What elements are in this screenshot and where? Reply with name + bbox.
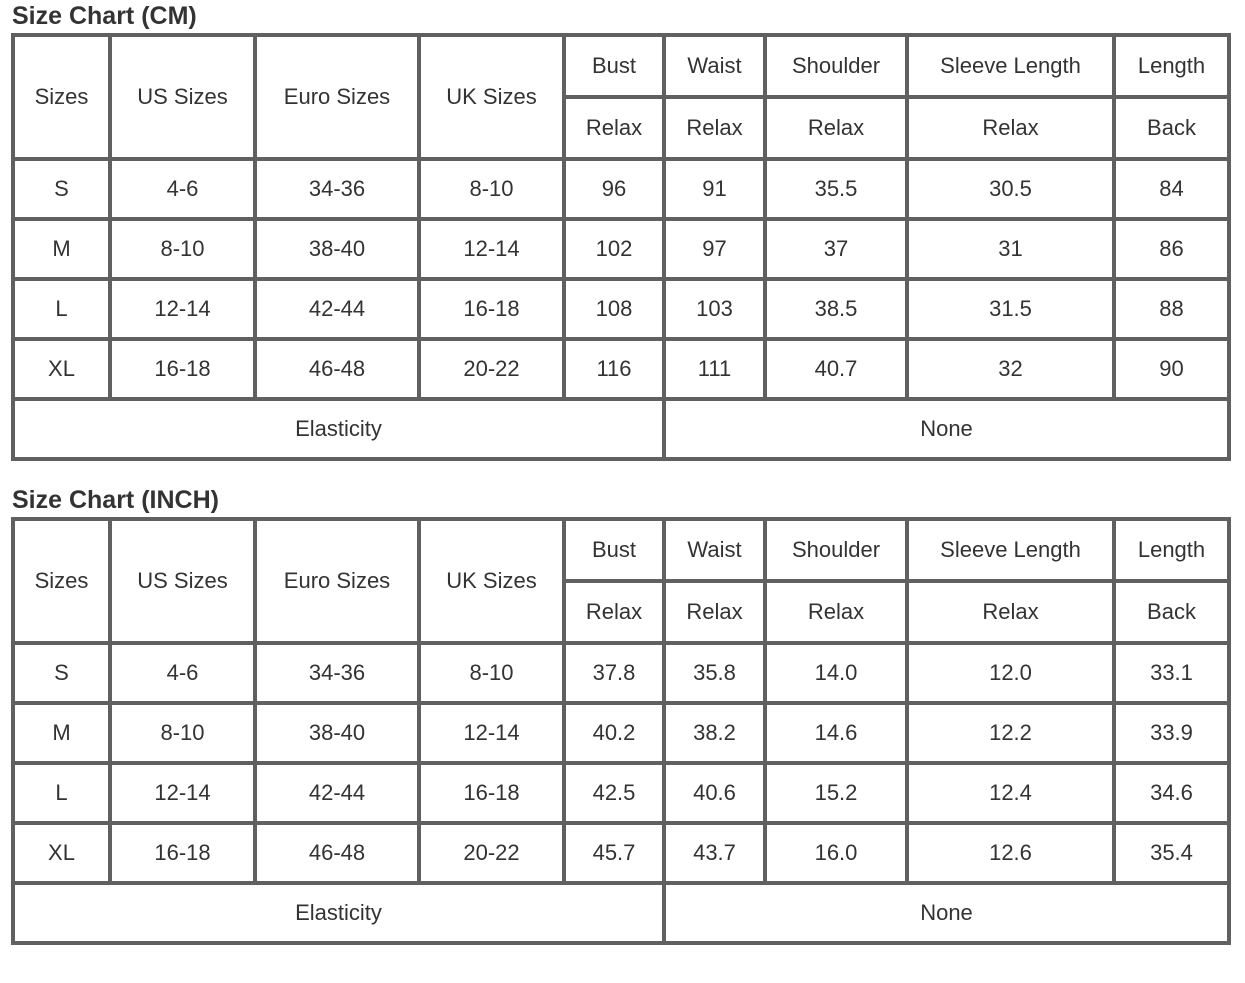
table-cell: 12.4 <box>907 763 1114 823</box>
table-cell: 42-44 <box>255 763 419 823</box>
subheader-waist: Relax <box>664 97 765 159</box>
header-us-sizes: US Sizes <box>110 35 255 159</box>
table-row <box>13 763 1229 823</box>
table-cell: 12.0 <box>907 643 1114 703</box>
footer-row <box>13 883 1229 943</box>
size-chart-inch <box>11 484 1231 945</box>
table-cell: M <box>13 219 110 279</box>
table-cell: 4-6 <box>110 159 255 219</box>
table-cell: 35.8 <box>664 643 765 703</box>
header-us-sizes: US Sizes <box>110 519 255 643</box>
table-cell: 91 <box>664 159 765 219</box>
table-cell: 34.6 <box>1114 763 1229 823</box>
table-cell: XL <box>13 823 110 883</box>
elasticity-label: Elasticity <box>13 399 664 459</box>
table-row <box>13 159 1229 219</box>
table-cell: 16.0 <box>765 823 907 883</box>
table-cell: 34-36 <box>255 643 419 703</box>
subheader-shoulder: Relax <box>765 581 907 643</box>
chart-title: Size Chart (CM) <box>12 2 197 30</box>
subheader-sleeve-length: Relax <box>907 97 1114 159</box>
table-cell: 33.9 <box>1114 703 1229 763</box>
table-cell: 12-14 <box>110 763 255 823</box>
table-cell: 34-36 <box>255 159 419 219</box>
table-cell: L <box>13 763 110 823</box>
subheader-waist: Relax <box>664 581 765 643</box>
table-row <box>13 823 1229 883</box>
size-table <box>11 517 1231 945</box>
table-row <box>13 279 1229 339</box>
table-cell: S <box>13 643 110 703</box>
table-cell: 14.0 <box>765 643 907 703</box>
table-cell: 45.7 <box>564 823 664 883</box>
table-cell: XL <box>13 339 110 399</box>
table-cell: 12-14 <box>110 279 255 339</box>
table-cell: 12.2 <box>907 703 1114 763</box>
table-cell: 38.5 <box>765 279 907 339</box>
table-cell: 16-18 <box>110 823 255 883</box>
header-sizes: Sizes <box>13 519 110 643</box>
table-row <box>13 219 1229 279</box>
table-cell: 15.2 <box>765 763 907 823</box>
table-cell: 38-40 <box>255 219 419 279</box>
footer-row <box>13 399 1229 459</box>
table-cell: 35.4 <box>1114 823 1229 883</box>
table-cell: 12.6 <box>907 823 1114 883</box>
table-cell: 42.5 <box>564 763 664 823</box>
table-cell: 37.8 <box>564 643 664 703</box>
table-cell: 38-40 <box>255 703 419 763</box>
table-cell: M <box>13 703 110 763</box>
table-cell: 40.2 <box>564 703 664 763</box>
table-cell: 31 <box>907 219 1114 279</box>
table-cell: 35.5 <box>765 159 907 219</box>
table-cell: 108 <box>564 279 664 339</box>
header-waist: Waist <box>664 35 765 97</box>
table-cell: 40.6 <box>664 763 765 823</box>
table-cell: S <box>13 159 110 219</box>
table-cell: 40.7 <box>765 339 907 399</box>
subheader-sleeve-length: Relax <box>907 581 1114 643</box>
table-cell: 32 <box>907 339 1114 399</box>
table-cell: 111 <box>664 339 765 399</box>
table-cell: 20-22 <box>419 339 564 399</box>
header-euro-sizes: Euro Sizes <box>255 35 419 159</box>
table-cell: 46-48 <box>255 339 419 399</box>
table-cell: 33.1 <box>1114 643 1229 703</box>
table-cell: 8-10 <box>419 159 564 219</box>
table-cell: 37 <box>765 219 907 279</box>
header-uk-sizes: UK Sizes <box>419 519 564 643</box>
subheader-length: Back <box>1114 581 1229 643</box>
header-sizes: Sizes <box>13 35 110 159</box>
subheader-shoulder: Relax <box>765 97 907 159</box>
table-cell: 88 <box>1114 279 1229 339</box>
elasticity-value: None <box>664 399 1229 459</box>
header-shoulder: Shoulder <box>765 35 907 97</box>
table-cell: L <box>13 279 110 339</box>
table-row <box>13 643 1229 703</box>
table-cell: 8-10 <box>110 219 255 279</box>
chart-title: Size Chart (INCH) <box>12 486 219 514</box>
header-bust: Bust <box>564 519 664 581</box>
header-length: Length <box>1114 35 1229 97</box>
table-cell: 103 <box>664 279 765 339</box>
header-row <box>13 35 1229 97</box>
header-bust: Bust <box>564 35 664 97</box>
table-cell: 30.5 <box>907 159 1114 219</box>
header-length: Length <box>1114 519 1229 581</box>
subheader-length: Back <box>1114 97 1229 159</box>
table-row <box>13 703 1229 763</box>
header-waist: Waist <box>664 519 765 581</box>
table-cell: 84 <box>1114 159 1229 219</box>
table-cell: 31.5 <box>907 279 1114 339</box>
size-chart-cm <box>11 0 1231 461</box>
table-cell: 96 <box>564 159 664 219</box>
table-cell: 116 <box>564 339 664 399</box>
table-cell: 8-10 <box>419 643 564 703</box>
table-cell: 4-6 <box>110 643 255 703</box>
table-cell: 16-18 <box>419 763 564 823</box>
table-cell: 90 <box>1114 339 1229 399</box>
table-cell: 97 <box>664 219 765 279</box>
table-cell: 16-18 <box>110 339 255 399</box>
table-cell: 42-44 <box>255 279 419 339</box>
subheader-bust: Relax <box>564 581 664 643</box>
elasticity-value: None <box>664 883 1229 943</box>
table-cell: 12-14 <box>419 703 564 763</box>
size-table <box>11 33 1231 461</box>
table-cell: 12-14 <box>419 219 564 279</box>
header-uk-sizes: UK Sizes <box>419 35 564 159</box>
header-euro-sizes: Euro Sizes <box>255 519 419 643</box>
table-cell: 38.2 <box>664 703 765 763</box>
header-row <box>13 519 1229 581</box>
header-sleeve-length: Sleeve Length <box>907 519 1114 581</box>
subheader-bust: Relax <box>564 97 664 159</box>
header-sleeve-length: Sleeve Length <box>907 35 1114 97</box>
table-cell: 46-48 <box>255 823 419 883</box>
table-cell: 14.6 <box>765 703 907 763</box>
header-shoulder: Shoulder <box>765 519 907 581</box>
elasticity-label: Elasticity <box>13 883 664 943</box>
table-cell: 16-18 <box>419 279 564 339</box>
table-cell: 102 <box>564 219 664 279</box>
table-row <box>13 339 1229 399</box>
table-cell: 8-10 <box>110 703 255 763</box>
table-cell: 86 <box>1114 219 1229 279</box>
table-cell: 43.7 <box>664 823 765 883</box>
table-cell: 20-22 <box>419 823 564 883</box>
